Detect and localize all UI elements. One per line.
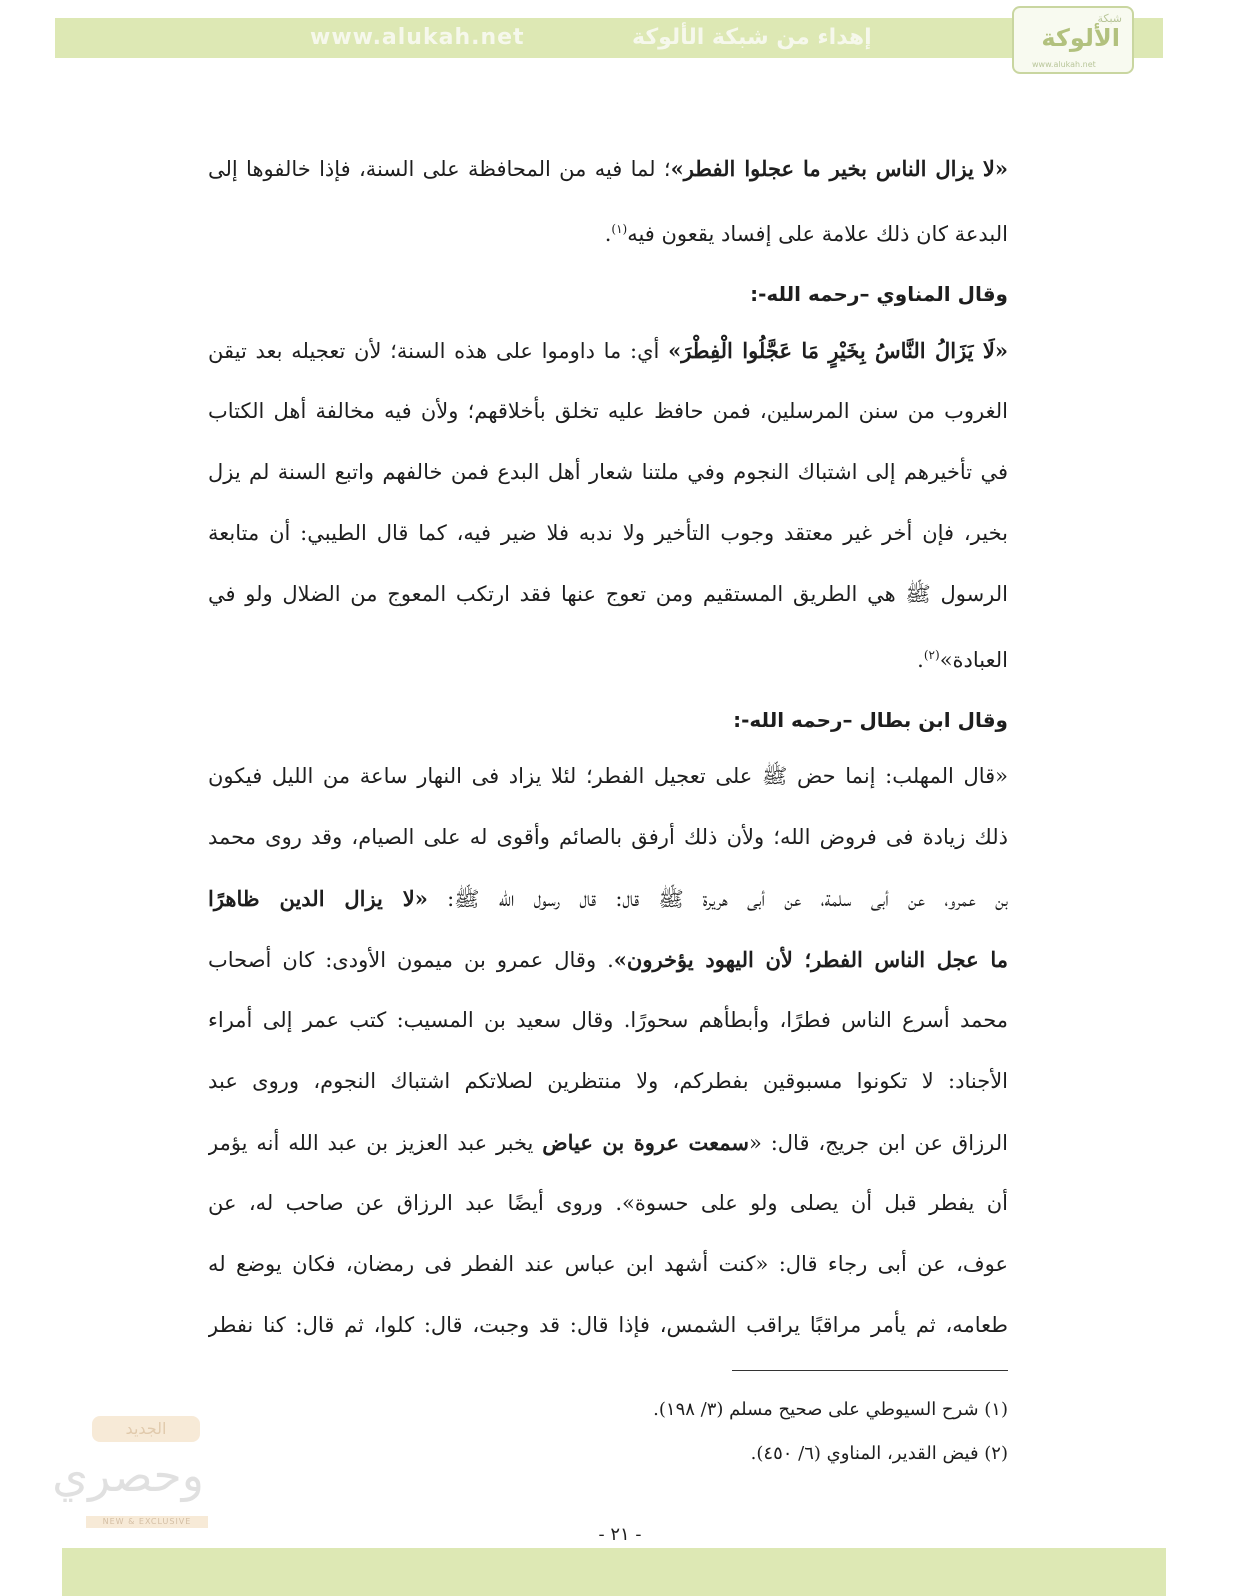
text-line: الأجناد: لا تكونوا مسبوقين بفطركم، ولا منتظرين لصلاتكم اشتباك النجوم، وروى عبد	[208, 1069, 1008, 1093]
text-line: بن عمرو، عن أبى سلمة، عن أبى هريرة ﷺ قال: قال رسول الله ﷺ: «لا يزال الدين ظاهرًا	[208, 886, 1008, 911]
logo-sub-text: www.alukah.net	[1032, 60, 1096, 69]
text-line: الرزاق عن ابن جريج، قال: «سمعت عروة بن عياض يخبر عبد العزيز بن عبد الله أنه يؤمر	[208, 1130, 1008, 1155]
section-heading: وقال ابن بطال –رحمه الله-:	[733, 708, 1008, 732]
text-line: العبادة»$^{(٢)}$.	[917, 648, 1008, 672]
page-number: - ٢١ -	[598, 1524, 642, 1545]
stamp-word: وحصري	[52, 1448, 204, 1502]
footnote-2: (٢) فيض القدير، المناوي (٦/ ٤٥٠).	[750, 1443, 1008, 1464]
footnote-ref[interactable]: (١)	[611, 222, 628, 236]
text-line: البدعة كان ذلك علامة على إفساد يقعون فيه$^{(١)}$.	[604, 222, 1008, 246]
text-line: الرسول ﷺ هي الطريق المستقيم ومن تعوج عنها فقد ارتكب المعوج من الضلال ولو في	[208, 582, 1008, 606]
stamp-subtitle: NEW & EXCLUSIVE	[86, 1516, 208, 1528]
text-line: في تأخيرهم إلى اشتباك النجوم وفي ملتنا شعار أهل البدع فمن خالفهم واتبع السنة لم يزل	[208, 460, 1008, 484]
text-line: عوف، عن أبى رجاء قال: «كنت أشهد ابن عباس عند الفطر فى رمضان، فكان يوضع له	[208, 1252, 1008, 1276]
text-line: طعامه، ثم يأمر مراقبًا يراقب الشمس، فإذا قال: قد وجبت، قال: كلوا، ثم قال: كنا نفطر	[208, 1313, 1008, 1337]
logo-top-text: شبكة	[1097, 12, 1122, 25]
header-url[interactable]: www.alukah.net	[310, 25, 525, 50]
text-line: محمد أسرع الناس فطرًا، وأبطأهم سحورًا. وقال سعيد بن المسيب: كتب عمر إلى أمراء	[208, 1008, 1008, 1032]
text-line: الغروب من سنن المرسلين، فمن حافظ عليه تخلق بأخلاقهم؛ ولأن فيه مخالفة أهل الكتاب	[208, 399, 1008, 423]
footnote-ref[interactable]: (٢)	[923, 648, 940, 662]
text-line: «قال المهلب: إنما حض ﷺ على تعجيل الفطر؛ لئلا يزاد فى النهار ساعة من الليل فيكون	[208, 764, 1008, 788]
text-line: «لا يزال الناس بخير ما عجلوا الفطر»؛ لما فيه من المحافظة على السنة، فإذا خالفوها إلى	[208, 156, 1008, 181]
footnote-1: (١) شرح السيوطي على صحيح مسلم (٣/ ١٩٨).	[653, 1399, 1008, 1420]
footnotes	[500, 1388, 1008, 1476]
text-line: أن يفطر قبل أن يصلى ولو على حسوة». وروى أيضًا عبد الرزاق عن صاحب له، عن	[208, 1191, 1008, 1215]
footnote-divider	[732, 1370, 1008, 1371]
stamp-title: الجديد	[92, 1416, 200, 1442]
text-line: بخير، فإن أخر غير معتقد وجوب التأخير ولا ندبه فلا ضير فيه، كما قال الطيبي: أن متابعة	[208, 521, 1008, 545]
alukah-logo[interactable]	[1012, 6, 1134, 74]
logo-main-text: الألوكة	[1041, 24, 1120, 52]
new-exclusive-stamp	[52, 1408, 212, 1532]
page-body	[208, 138, 1008, 1356]
text-line: ذلك زيادة فى فروض الله؛ ولأن ذلك أرفق بالصائم وأقوى له على الصيام، وقد روى محمد	[208, 825, 1008, 849]
header-band	[55, 18, 1163, 58]
text-line: ما عجل الناس الفطر؛ لأن اليهود يؤخرون». وقال عمرو بن ميمون الأودى: كان أصحاب	[208, 947, 1008, 972]
section-heading: وقال المناوي –رحمه الله-:	[750, 282, 1008, 306]
text-line: «لَا يَزَالُ النَّاسُ بِخَيْرٍ مَا عَجَّلُوا الْفِطْرَ» أي: ما داوموا على هذه السنة؛ لأن تعجيله بعد تيقن	[208, 338, 1008, 363]
footer-band	[62, 1548, 1166, 1596]
header-gift-text: إهداء من شبكة الألوكة	[632, 25, 872, 50]
